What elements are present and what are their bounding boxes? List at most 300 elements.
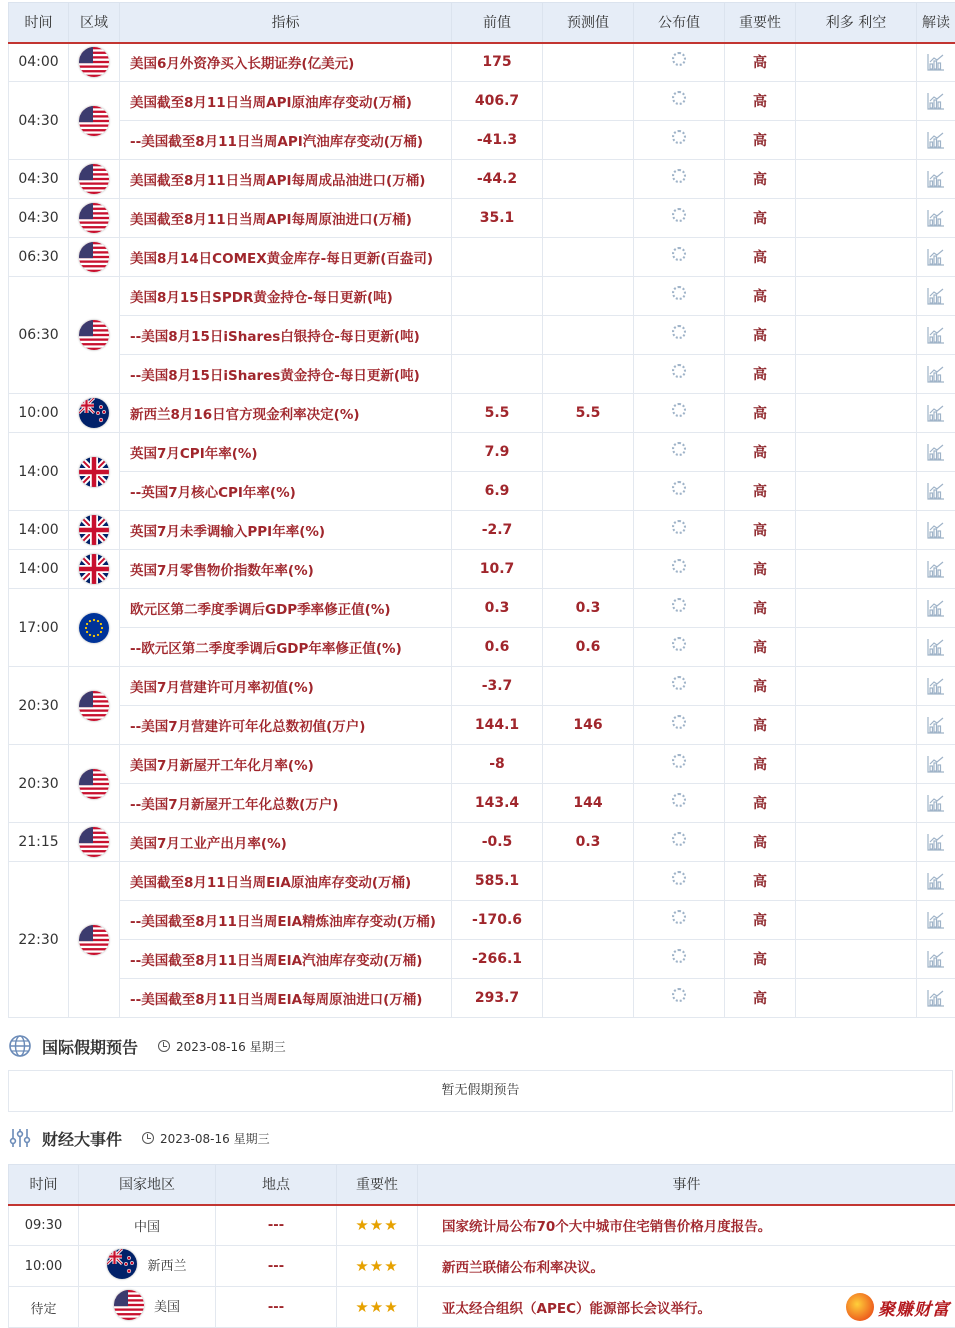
event-time: 10:00 — [9, 1246, 79, 1287]
indicator-name[interactable]: --英国7月核心CPI年率(%) — [120, 472, 452, 511]
region-cell — [69, 433, 120, 511]
clock-icon — [142, 1132, 154, 1144]
interpretation-cell[interactable] — [917, 667, 955, 706]
events-header-4: 事件 — [418, 1165, 955, 1205]
chart-icon[interactable] — [926, 54, 946, 70]
actual-value — [634, 940, 725, 979]
calendar-row[interactable] — [9, 433, 955, 472]
calendar-header-1: 区域 — [69, 3, 120, 43]
indicator-name[interactable]: --美国7月新屋开工年化总数(万户) — [120, 784, 452, 823]
region-cell — [69, 43, 120, 82]
event-importance — [337, 1205, 418, 1246]
interpretation-cell[interactable] — [917, 589, 955, 628]
calendar-row[interactable] — [9, 706, 955, 745]
indicator-name[interactable]: 美国6月外资净买入长期证券(亿美元) — [120, 43, 452, 82]
star-rating-icon: ★★★ — [355, 1257, 398, 1275]
country-wrap — [107, 1249, 186, 1279]
calendar-row[interactable] — [9, 160, 955, 199]
indicator-name[interactable]: --美国8月15日iShares黄金持仓-每日更新(吨) — [120, 355, 452, 394]
country-name: 中国 — [134, 1216, 160, 1235]
interpretation-cell[interactable] — [917, 433, 955, 472]
uk-flag-icon — [79, 515, 109, 545]
interpretation-cell[interactable] — [917, 706, 955, 745]
previous-value: 0.3 — [452, 589, 543, 628]
interpretation-cell[interactable] — [917, 511, 955, 550]
indicator-name[interactable]: 美国截至8月11日当周API每周原油进口(万桶) — [120, 199, 452, 238]
calendar-header-7: 利多 利空 — [796, 3, 917, 43]
interpretation-cell[interactable] — [917, 628, 955, 667]
loading-icon — [672, 442, 686, 456]
event-place: --- — [216, 1246, 337, 1287]
chart-icon[interactable] — [926, 405, 946, 421]
chart-icon[interactable] — [926, 834, 946, 850]
loading-icon — [672, 286, 686, 300]
chart-icon[interactable] — [926, 639, 946, 655]
nz-flag-icon — [107, 1249, 137, 1279]
event-country — [79, 1287, 216, 1328]
loading-icon — [672, 871, 686, 885]
chart-icon[interactable] — [926, 210, 946, 226]
loading-icon — [672, 520, 686, 534]
loading-icon — [672, 208, 686, 222]
actual-value — [634, 823, 725, 862]
indicator-name[interactable]: --美国截至8月11日当周EIA每周原油进口(万桶) — [120, 979, 452, 1018]
calendar-row[interactable] — [9, 511, 955, 550]
chart-icon[interactable] — [926, 132, 946, 148]
previous-value: 35.1 — [452, 199, 543, 238]
interpretation-cell[interactable] — [917, 862, 955, 901]
globe-icon — [8, 1034, 32, 1058]
calendar-row[interactable] — [9, 472, 955, 511]
forecast-value — [543, 82, 634, 121]
us-flag-icon — [114, 1290, 144, 1320]
calendar-row[interactable] — [9, 823, 955, 862]
previous-value: 585.1 — [452, 862, 543, 901]
forecast-value: 0.3 — [543, 589, 634, 628]
indicator-name[interactable]: 美国截至8月11日当周API每周成品油进口(万桶) — [120, 160, 452, 199]
bull-bear — [796, 784, 917, 823]
importance: 高 — [725, 901, 796, 940]
us-flag-icon — [79, 47, 109, 77]
previous-value: 5.5 — [452, 394, 543, 433]
forecast-value — [543, 43, 634, 82]
indicator-name[interactable]: 美国截至8月11日当周EIA原油库存变动(万桶) — [120, 862, 452, 901]
event-place: --- — [216, 1287, 337, 1328]
bull-bear — [796, 862, 917, 901]
financial-events-table — [8, 1164, 955, 1328]
importance: 高 — [725, 355, 796, 394]
region-cell — [69, 667, 120, 745]
event-country — [79, 1246, 216, 1287]
importance: 高 — [725, 979, 796, 1018]
chart-icon[interactable] — [926, 561, 946, 577]
calendar-row[interactable] — [9, 862, 955, 901]
bull-bear — [796, 121, 917, 160]
previous-value: -44.2 — [452, 160, 543, 199]
interpretation-cell[interactable] — [917, 160, 955, 199]
importance: 高 — [725, 511, 796, 550]
loading-icon — [672, 52, 686, 66]
event-importance — [337, 1287, 418, 1328]
loading-icon — [672, 364, 686, 378]
calendar-row[interactable] — [9, 550, 955, 589]
time-cell: 22:30 — [9, 862, 69, 1018]
event-country — [79, 1205, 216, 1246]
calendar-row[interactable] — [9, 355, 955, 394]
interpretation-cell[interactable] — [917, 550, 955, 589]
bull-bear — [796, 316, 917, 355]
calendar-header-6: 重要性 — [725, 3, 796, 43]
indicator-name[interactable]: 欧元区第二季度季调后GDP季率修正值(%) — [120, 589, 452, 628]
loading-icon — [672, 130, 686, 144]
holiday-date — [158, 1038, 286, 1055]
interpretation-cell[interactable] — [917, 82, 955, 121]
calendar-header-3: 前值 — [452, 3, 543, 43]
actual-value — [634, 277, 725, 316]
chart-icon[interactable] — [926, 600, 946, 616]
forecast-value — [543, 940, 634, 979]
chart-icon[interactable] — [926, 288, 946, 304]
indicator-name[interactable]: 英国7月CPI年率(%) — [120, 433, 452, 472]
importance: 高 — [725, 121, 796, 160]
indicator-name[interactable]: 美国8月14日COMEX黄金库存-每日更新(百盎司) — [120, 238, 452, 277]
actual-value — [634, 589, 725, 628]
forecast-value: 0.3 — [543, 823, 634, 862]
forecast-value: 146 — [543, 706, 634, 745]
region-cell — [69, 82, 120, 160]
importance: 高 — [725, 862, 796, 901]
economic-calendar-table — [8, 2, 955, 1018]
previous-value: -266.1 — [452, 940, 543, 979]
event-description[interactable]: 亚太经合组织（APEC）能源部长会议举行。 — [418, 1287, 955, 1328]
region-cell — [69, 550, 120, 589]
loading-icon — [672, 988, 686, 1002]
chart-icon[interactable] — [926, 483, 946, 499]
calendar-row[interactable] — [9, 82, 955, 121]
importance: 高 — [725, 82, 796, 121]
indicator-name[interactable]: 美国7月营建许可月率初值(%) — [120, 667, 452, 706]
indicator-name[interactable]: --美国8月15日iShares白银持仓-每日更新(吨) — [120, 316, 452, 355]
indicator-name[interactable]: --美国截至8月11日当周EIA汽油库存变动(万桶) — [120, 940, 452, 979]
events-date-text: 2023-08-16 星期三 — [160, 1130, 270, 1147]
interpretation-cell[interactable] — [917, 316, 955, 355]
calendar-row[interactable] — [9, 199, 955, 238]
time-cell: 14:00 — [9, 550, 69, 589]
actual-value — [634, 511, 725, 550]
loading-icon — [672, 793, 686, 807]
forecast-value — [543, 433, 634, 472]
forecast-value — [543, 160, 634, 199]
event-description[interactable]: 国家统计局公布70个大中城市住宅销售价格月度报告。 — [418, 1205, 955, 1246]
eu-flag-icon — [79, 613, 109, 643]
events-header-3: 重要性 — [337, 1165, 418, 1205]
calendar-row[interactable] — [9, 784, 955, 823]
previous-value — [452, 277, 543, 316]
bull-bear — [796, 82, 917, 121]
bull-bear — [796, 160, 917, 199]
loading-icon — [672, 715, 686, 729]
chart-icon[interactable] — [926, 990, 946, 1006]
actual-value — [634, 628, 725, 667]
interpretation-cell[interactable] — [917, 355, 955, 394]
previous-value — [452, 355, 543, 394]
us-flag-icon — [79, 320, 109, 350]
bull-bear — [796, 979, 917, 1018]
forecast-value: 0.6 — [543, 628, 634, 667]
interpretation-cell[interactable] — [917, 277, 955, 316]
calendar-header-5: 公布值 — [634, 3, 725, 43]
watermark-logo-icon — [846, 1293, 874, 1321]
chart-icon[interactable] — [926, 756, 946, 772]
indicator-name[interactable]: --欧元区第二季度季调后GDP年率修正值(%) — [120, 628, 452, 667]
sliders-icon — [8, 1126, 32, 1150]
calendar-row[interactable] — [9, 121, 955, 160]
events-section-title: 财经大事件 — [42, 1127, 122, 1150]
actual-value — [634, 238, 725, 277]
forecast-value — [543, 667, 634, 706]
nz-flag-icon — [79, 398, 109, 428]
events-header-row — [9, 1165, 955, 1205]
loading-icon — [672, 676, 686, 690]
forecast-value: 5.5 — [543, 394, 634, 433]
calendar-row[interactable] — [9, 589, 955, 628]
forecast-value — [543, 238, 634, 277]
bull-bear — [796, 43, 917, 82]
actual-value — [634, 862, 725, 901]
time-cell: 14:00 — [9, 433, 69, 511]
holiday-date-text: 2023-08-16 星期三 — [176, 1038, 286, 1055]
bull-bear — [796, 394, 917, 433]
chart-icon[interactable] — [926, 249, 946, 265]
interpretation-cell[interactable] — [917, 121, 955, 160]
interpretation-cell[interactable] — [917, 784, 955, 823]
loading-icon — [672, 481, 686, 495]
us-flag-icon — [79, 925, 109, 955]
forecast-value — [543, 862, 634, 901]
calendar-row[interactable] — [9, 979, 955, 1018]
previous-value: 144.1 — [452, 706, 543, 745]
actual-value — [634, 706, 725, 745]
interpretation-cell[interactable] — [917, 394, 955, 433]
interpretation-cell[interactable] — [917, 199, 955, 238]
interpretation-cell[interactable] — [917, 472, 955, 511]
calendar-row[interactable] — [9, 43, 955, 82]
events-date — [142, 1130, 270, 1147]
watermark — [846, 1290, 951, 1324]
forecast-value — [543, 121, 634, 160]
forecast-value — [543, 511, 634, 550]
event-row[interactable] — [9, 1246, 955, 1287]
actual-value — [634, 667, 725, 706]
forecast-value — [543, 901, 634, 940]
previous-value: 10.7 — [452, 550, 543, 589]
chart-icon[interactable] — [926, 678, 946, 694]
importance: 高 — [725, 550, 796, 589]
calendar-row[interactable] — [9, 394, 955, 433]
country-wrap — [134, 1216, 160, 1235]
interpretation-cell[interactable] — [917, 745, 955, 784]
forecast-value — [543, 277, 634, 316]
previous-value: -170.6 — [452, 901, 543, 940]
chart-icon[interactable] — [926, 522, 946, 538]
previous-value — [452, 316, 543, 355]
calendar-header-2: 指标 — [120, 3, 452, 43]
us-flag-icon — [79, 769, 109, 799]
importance: 高 — [725, 160, 796, 199]
previous-value: 0.6 — [452, 628, 543, 667]
time-cell: 04:00 — [9, 43, 69, 82]
loading-icon — [672, 949, 686, 963]
interpretation-cell[interactable] — [917, 823, 955, 862]
bull-bear — [796, 823, 917, 862]
time-cell: 10:00 — [9, 394, 69, 433]
time-cell: 04:30 — [9, 199, 69, 238]
importance: 高 — [725, 823, 796, 862]
forecast-value — [543, 316, 634, 355]
loading-icon — [672, 598, 686, 612]
calendar-row[interactable] — [9, 745, 955, 784]
importance: 高 — [725, 433, 796, 472]
time-cell: 20:30 — [9, 745, 69, 823]
actual-value — [634, 82, 725, 121]
interpretation-cell[interactable] — [917, 43, 955, 82]
indicator-name[interactable]: 美国8月15日SPDR黄金持仓-每日更新(吨) — [120, 277, 452, 316]
loading-icon — [672, 169, 686, 183]
chart-icon[interactable] — [926, 873, 946, 889]
calendar-row[interactable] — [9, 940, 955, 979]
uk-flag-icon — [79, 457, 109, 487]
us-flag-icon — [79, 203, 109, 233]
events-section-header — [8, 1124, 270, 1152]
loading-icon — [672, 325, 686, 339]
importance: 高 — [725, 199, 796, 238]
calendar-row[interactable] — [9, 277, 955, 316]
region-cell — [69, 823, 120, 862]
calendar-body — [9, 43, 955, 1018]
chart-icon[interactable] — [926, 444, 946, 460]
bull-bear — [796, 550, 917, 589]
importance: 高 — [725, 43, 796, 82]
event-row[interactable] — [9, 1287, 955, 1328]
actual-value — [634, 160, 725, 199]
time-cell: 20:30 — [9, 667, 69, 745]
bull-bear — [796, 511, 917, 550]
event-importance — [337, 1246, 418, 1287]
chart-icon[interactable] — [926, 327, 946, 343]
event-description[interactable]: 新西兰联储公布利率决议。 — [418, 1246, 955, 1287]
watermark-text: 聚赚财富 — [878, 1295, 950, 1320]
previous-value: 6.9 — [452, 472, 543, 511]
us-flag-icon — [79, 827, 109, 857]
previous-value: 7.9 — [452, 433, 543, 472]
chart-icon[interactable] — [926, 717, 946, 733]
previous-value: 175 — [452, 43, 543, 82]
actual-value — [634, 394, 725, 433]
forecast-value — [543, 199, 634, 238]
indicator-name[interactable]: 美国7月新屋开工年化月率(%) — [120, 745, 452, 784]
event-time: 待定 — [9, 1287, 79, 1328]
interpretation-cell[interactable] — [917, 238, 955, 277]
loading-icon — [672, 247, 686, 261]
interpretation-cell[interactable] — [917, 979, 955, 1018]
actual-value — [634, 745, 725, 784]
actual-value — [634, 979, 725, 1018]
events-body — [9, 1205, 955, 1328]
importance: 高 — [725, 589, 796, 628]
indicator-name[interactable]: --美国7月营建许可年化总数初值(万户) — [120, 706, 452, 745]
time-cell: 04:30 — [9, 160, 69, 199]
previous-value: -3.7 — [452, 667, 543, 706]
forecast-value — [543, 550, 634, 589]
clock-icon — [158, 1040, 170, 1052]
indicator-name[interactable]: 英国7月零售物价指数年率(%) — [120, 550, 452, 589]
interpretation-cell[interactable] — [917, 901, 955, 940]
importance: 高 — [725, 667, 796, 706]
chart-icon[interactable] — [926, 366, 946, 382]
loading-icon — [672, 832, 686, 846]
chart-icon[interactable] — [926, 951, 946, 967]
event-time: 09:30 — [9, 1205, 79, 1246]
region-cell — [69, 238, 120, 277]
events-header-2: 地点 — [216, 1165, 337, 1205]
indicator-name[interactable]: 英国7月未季调输入PPI年率(%) — [120, 511, 452, 550]
previous-value: -2.7 — [452, 511, 543, 550]
calendar-row[interactable] — [9, 667, 955, 706]
forecast-value — [543, 355, 634, 394]
previous-value: 143.4 — [452, 784, 543, 823]
indicator-name[interactable]: 新西兰8月16日官方现金利率决定(%) — [120, 394, 452, 433]
calendar-row[interactable] — [9, 316, 955, 355]
time-cell: 04:30 — [9, 82, 69, 160]
loading-icon — [672, 637, 686, 651]
loading-icon — [672, 910, 686, 924]
importance: 高 — [725, 940, 796, 979]
chart-icon[interactable] — [926, 93, 946, 109]
event-row[interactable] — [9, 1205, 955, 1246]
holiday-section-title: 国际假期预告 — [42, 1035, 138, 1058]
us-flag-icon — [79, 164, 109, 194]
previous-value: -8 — [452, 745, 543, 784]
indicator-name[interactable]: 美国截至8月11日当周API原油库存变动(万桶) — [120, 82, 452, 121]
us-flag-icon — [79, 106, 109, 136]
chart-icon[interactable] — [926, 912, 946, 928]
bull-bear — [796, 628, 917, 667]
holiday-section-header — [8, 1032, 286, 1060]
loading-icon — [672, 91, 686, 105]
time-cell: 14:00 — [9, 511, 69, 550]
forecast-value — [543, 472, 634, 511]
region-cell — [69, 277, 120, 394]
chart-icon[interactable] — [926, 171, 946, 187]
calendar-row[interactable] — [9, 901, 955, 940]
indicator-name[interactable]: --美国截至8月11日当周EIA精炼油库存变动(万桶) — [120, 901, 452, 940]
indicator-name[interactable]: --美国截至8月11日当周API汽油库存变动(万桶) — [120, 121, 452, 160]
indicator-name[interactable]: 美国7月工业产出月率(%) — [120, 823, 452, 862]
chart-icon[interactable] — [926, 795, 946, 811]
bull-bear — [796, 472, 917, 511]
interpretation-cell[interactable] — [917, 940, 955, 979]
actual-value — [634, 121, 725, 160]
bull-bear — [796, 199, 917, 238]
us-flag-icon — [79, 691, 109, 721]
previous-value: 406.7 — [452, 82, 543, 121]
importance: 高 — [725, 238, 796, 277]
region-cell — [69, 394, 120, 433]
importance: 高 — [725, 316, 796, 355]
bull-bear — [796, 238, 917, 277]
calendar-row[interactable] — [9, 628, 955, 667]
calendar-row[interactable] — [9, 238, 955, 277]
